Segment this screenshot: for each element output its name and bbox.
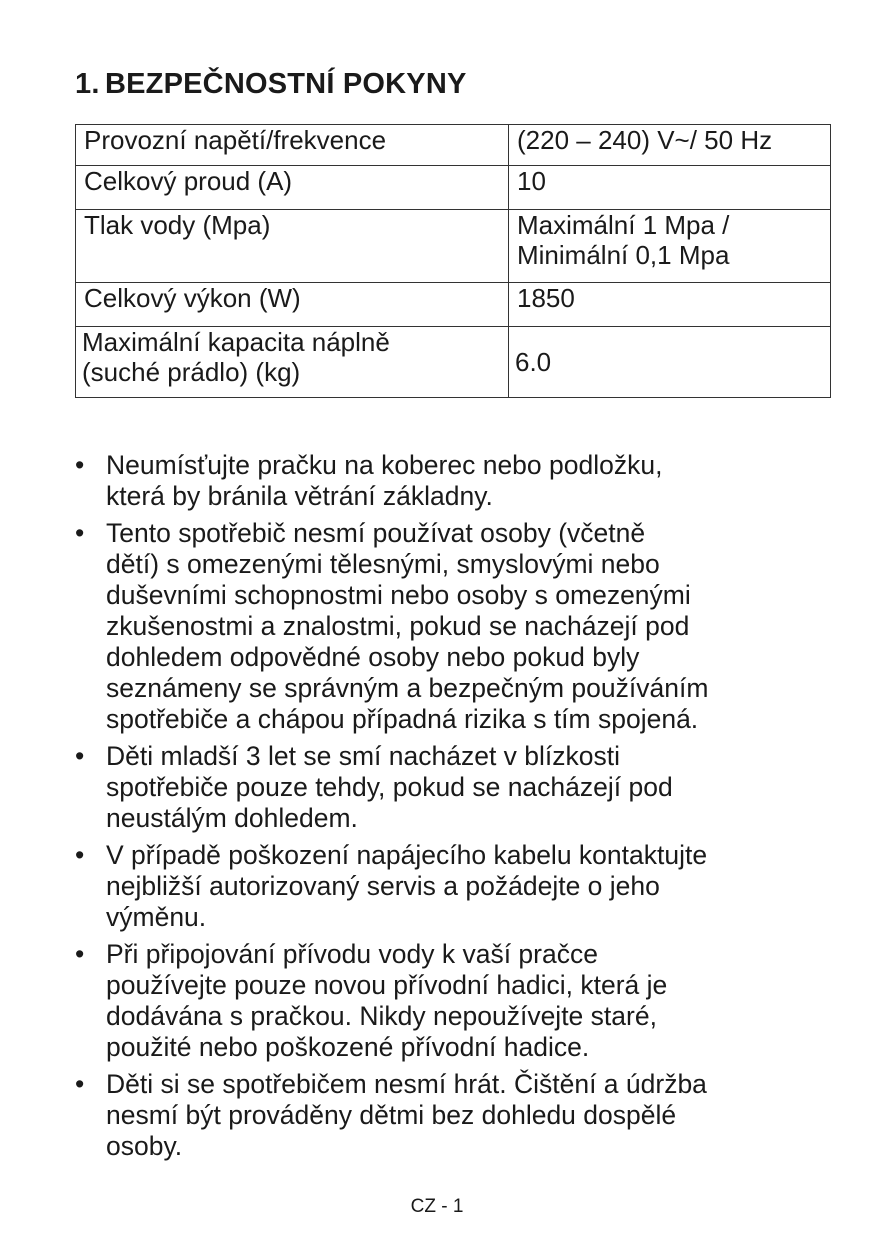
bullet-icon: •: [75, 518, 85, 548]
spec-label: Tlak vody (Mpa): [76, 210, 509, 283]
section-heading: [75, 68, 467, 101]
spec-value: 6.0: [509, 327, 831, 398]
section-title: BEZPEČNOSTNÍ POKYNY: [105, 68, 467, 100]
bullet-icon: •: [75, 1069, 85, 1099]
table-row: [76, 166, 831, 210]
spec-value: Maximální 1 Mpa / Minimální 0,1 Mpa: [509, 210, 831, 283]
table-row: [76, 210, 831, 283]
list-item: • Tento spotřebič nesmí používat osoby (včetně dětí) s omezenými tělesnými, smyslovými nebo duševními schopnostmi nebo osoby s omezenými zkušenostmi a znalostmi, pokud se nacházejí pod dohledem odpovědné osoby nebo pokud byly seznámeny se správným a bezpečným používáním spotřebiče a chápou případná rizika s tím spojená.: [75, 518, 709, 734]
table-row: [76, 283, 831, 327]
spec-label: Celkový výkon (W): [76, 283, 509, 327]
spec-label: Celkový proud (A): [76, 166, 509, 210]
list-item: • Neumísťujte pračku na koberec nebo podložku, která by bránila větrání základny.: [75, 450, 663, 511]
bullet-icon: •: [75, 450, 85, 480]
list-item: • Děti si se spotřebičem nesmí hrát. Čištění a údržba nesmí být prováděny dětmi bez dohledu dospělé osoby.: [75, 1069, 707, 1161]
page-number: CZ - 1: [410, 1196, 464, 1217]
table-row: [76, 125, 831, 166]
bullet-icon: •: [75, 741, 85, 771]
spec-value: 10: [509, 166, 831, 210]
spec-value: 1850: [509, 283, 831, 327]
table-row: [76, 327, 831, 398]
list-item: • Děti mladší 3 let se smí nacházet v blízkosti spotřebiče pouze tehdy, pokud se nacházejí pod neustálým dohledem.: [75, 741, 673, 833]
bullet-icon: •: [75, 840, 85, 870]
safety-instructions-list: [75, 450, 845, 1168]
spec-label: Maximální kapacita náplně (suché prádlo) (kg): [76, 327, 509, 398]
list-item: • Při připojování přívodu vody k vaší pračce používejte pouze novou přívodní hadici, která je dodávána s pračkou. Nikdy nepoužívejte staré, použité nebo poškozené přívodní hadice.: [75, 939, 668, 1062]
spec-label: Provozní napětí/frekvence: [76, 125, 509, 166]
bullet-icon: •: [75, 939, 85, 969]
section-number: 1.: [75, 68, 100, 100]
spec-value: (220 – 240) V~/ 50 Hz: [509, 125, 831, 166]
specs-table: [75, 124, 831, 398]
list-item: • V případě poškození napájecího kabelu kontaktujte nejbližší autorizovaný servis a požádejte o jeho výměnu.: [75, 840, 708, 932]
